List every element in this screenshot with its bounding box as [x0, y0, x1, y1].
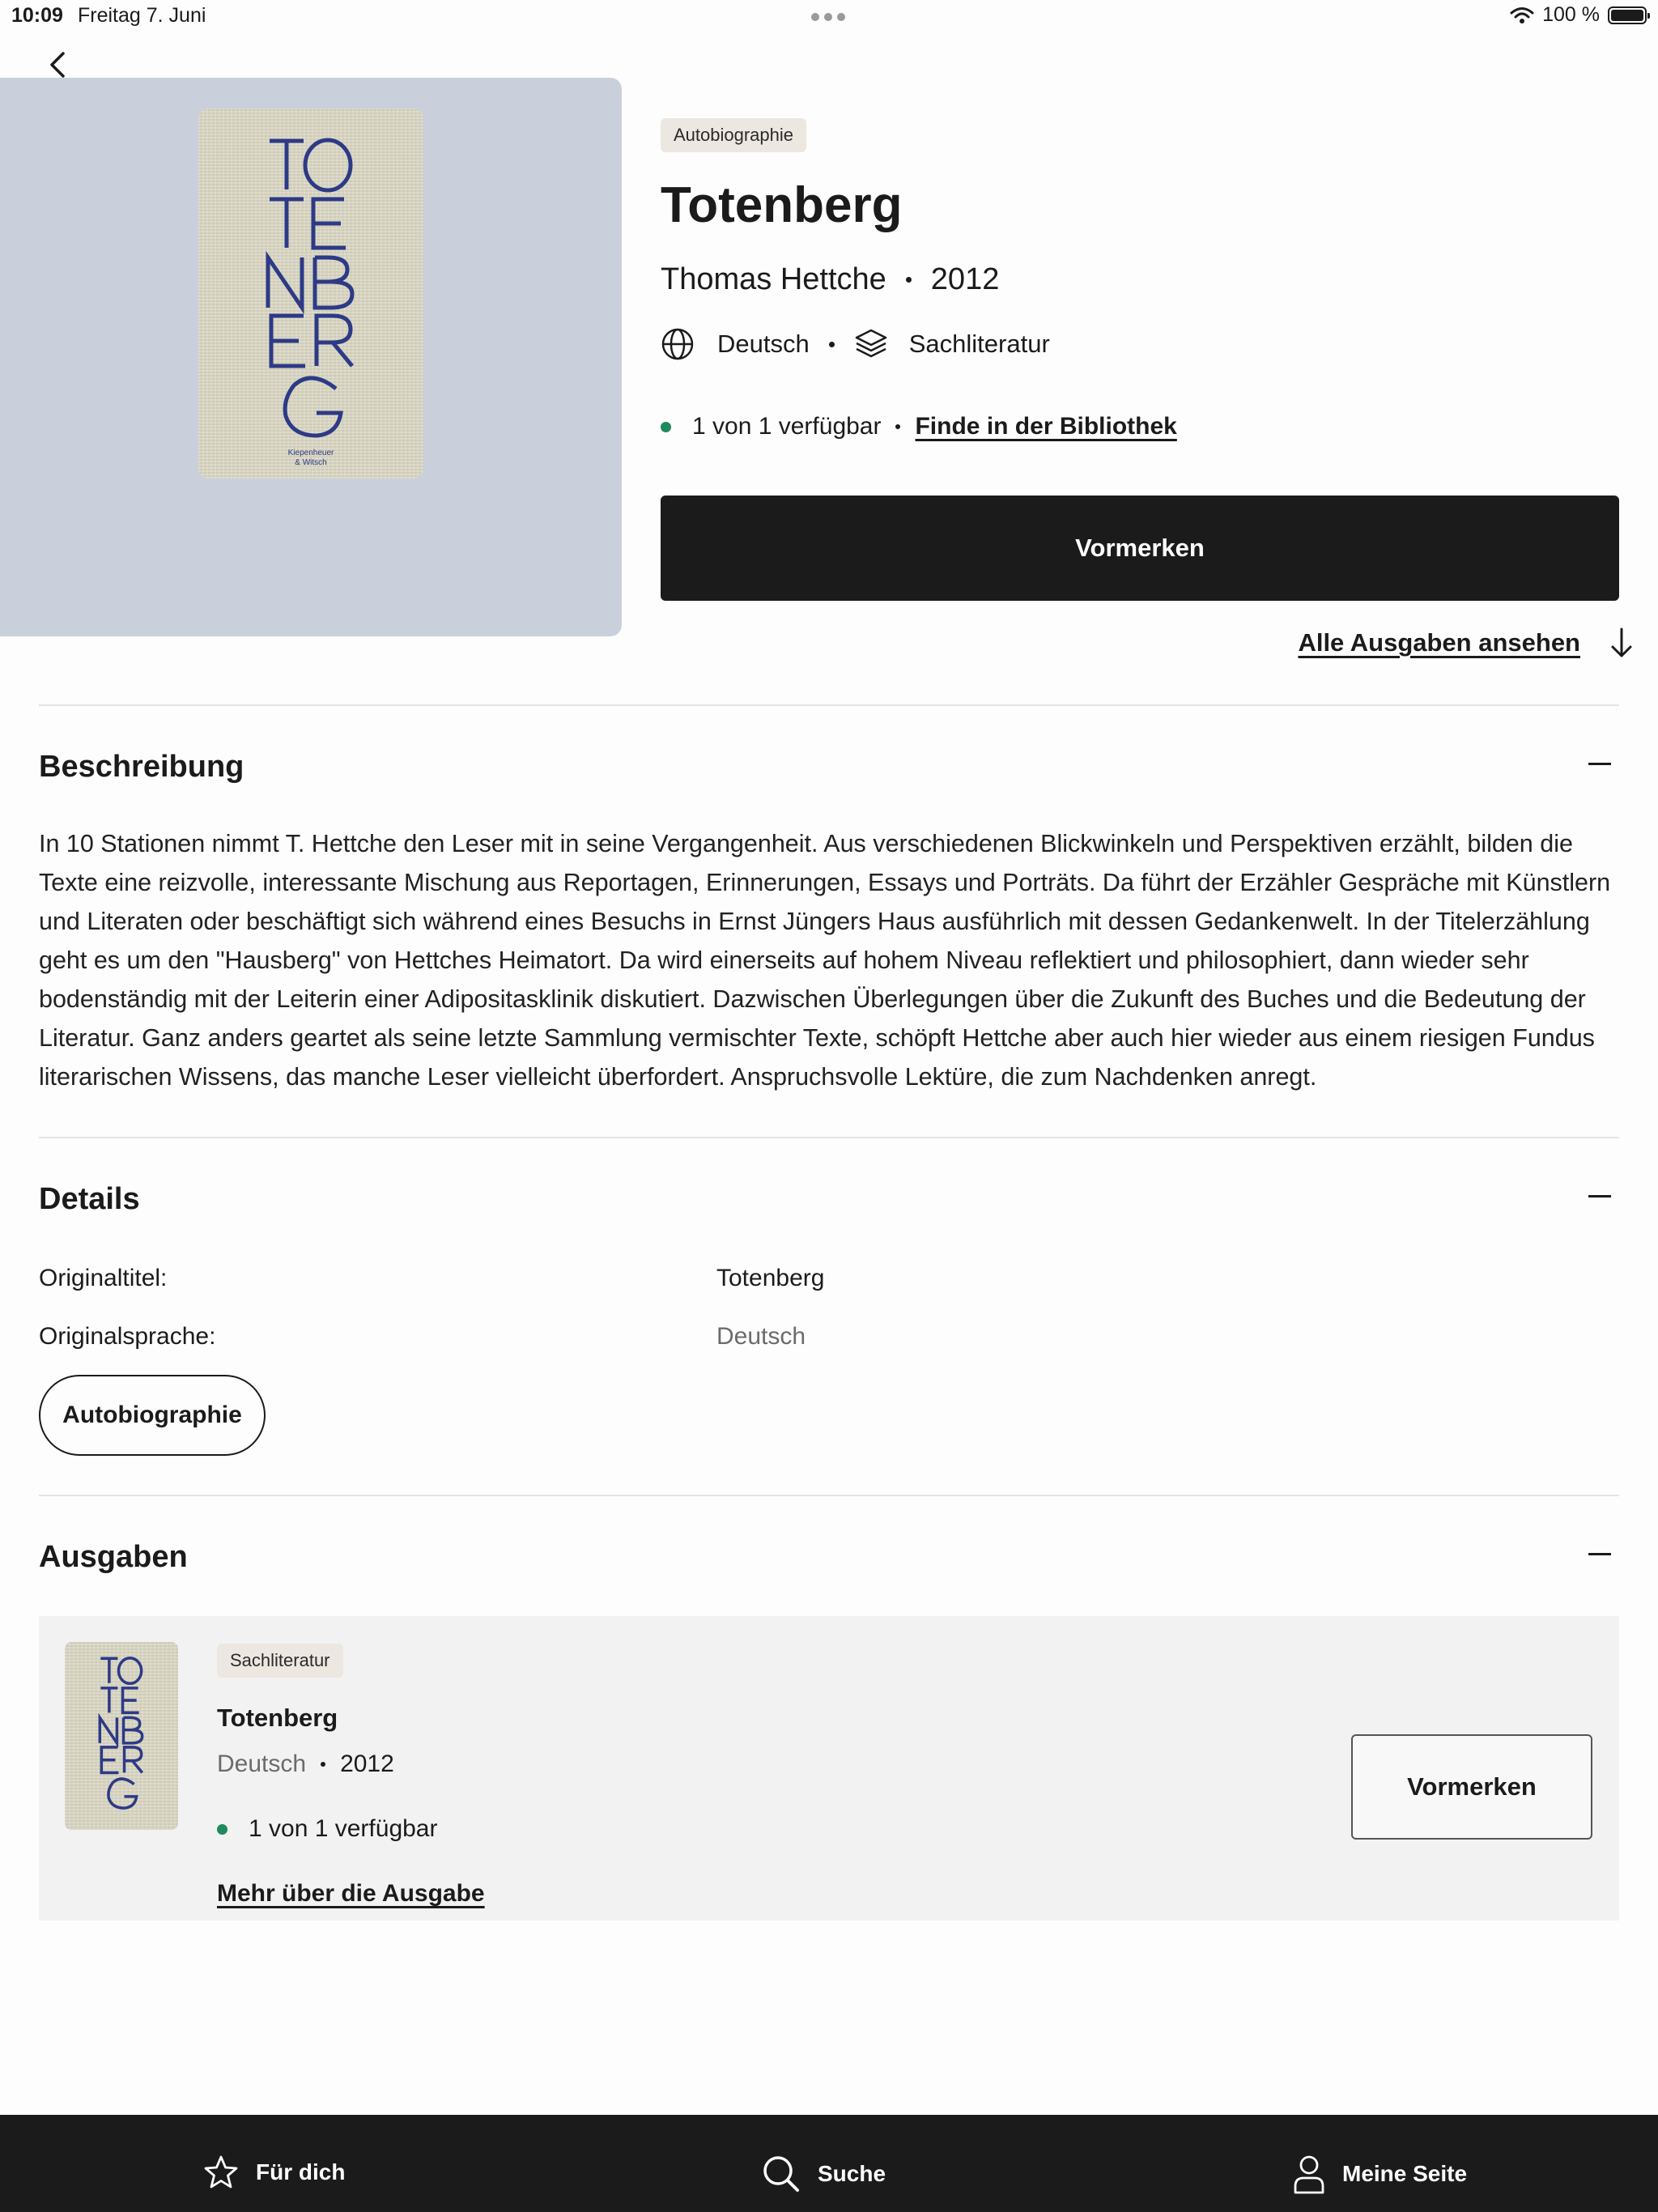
find-in-library-link[interactable]: Finde in der Bibliothek	[915, 413, 1177, 440]
separator-dot	[906, 277, 912, 283]
edition-meta	[217, 1750, 394, 1778]
tab-label: Meine Seite	[1342, 2161, 1468, 2186]
book-title: Totenberg	[661, 177, 903, 233]
author-name: Thomas Hettche	[661, 262, 886, 296]
original-title-value: Totenberg	[716, 1265, 825, 1291]
available-indicator	[661, 422, 671, 432]
status-bar	[0, 0, 1658, 32]
description-text: In 10 Stationen nimmt T. Hettche den Leser mit in seine Vergangenheit. Aus verschiedenen Blickwinkeln und Perspektiven erzählt, bilden die Texte eine reizvolle, interessante Mischung aus Reportagen, Erinnerungen, Essays und Porträts. Da führt der Erzähler Gespräche mit Künstlern und Literaten oder beschäftigt sich während eines Besuchs in Ernst Jüngers Haus ausführlich mit dessen Gedankenwelt. In der Titelerzählung geht es um den "Hausberg" von Hettches Heimatort. Da wird einerseits auf hohem Niveau reflektiert und philosophiert, dann wieder sehr bodenständig mit der Leiterin einer Adipositasklinik diskutiert. Dazwischen Überlegungen über die Zukunft des Buches und die Bedeutung der Literatur. Ganz anders geartet als seine letzte Sammlung vermischter Texte, schöpft Hettche aber auch hier wieder aus einem riesigen Fundus literarischen Wissens, das manche Leser vielleicht überfordert. Anspruchsvolle Lektüre, die zum Nachdenken anregt.	[39, 830, 1611, 1091]
star-icon	[202, 2154, 240, 2191]
book-cover-image	[198, 108, 423, 479]
layers-icon	[854, 327, 888, 361]
separator-dot	[829, 342, 835, 347]
tab-search[interactable]	[761, 2154, 886, 2194]
tab-bar	[0, 2115, 1658, 2212]
collapse-details-icon[interactable]	[1588, 1195, 1611, 1197]
search-icon	[761, 2154, 801, 2194]
availability-line	[661, 413, 1177, 440]
language-label: Deutsch	[717, 330, 810, 358]
divider	[39, 1495, 1619, 1496]
tab-label: Für dich	[256, 2159, 346, 2184]
reserve-button[interactable]: Vormerken	[661, 496, 1619, 601]
battery-percent: 100 %	[1542, 3, 1600, 26]
original-title-label: Originaltitel:	[39, 1265, 168, 1291]
tab-label: Suche	[818, 2161, 886, 2186]
edition-more-link[interactable]: Mehr über die Ausgabe	[217, 1880, 485, 1907]
details-heading: Details	[39, 1182, 140, 1216]
edition-language: Deutsch	[217, 1750, 307, 1777]
edition-availability-text: 1 von 1 verfügbar	[249, 1815, 438, 1842]
original-language-label: Originalsprache:	[39, 1323, 216, 1350]
svg-text:& Witsch: & Witsch	[295, 458, 327, 467]
person-icon	[1292, 2154, 1326, 2194]
description-heading: Beschreibung	[39, 750, 244, 784]
available-indicator	[217, 1824, 227, 1835]
editions-heading: Ausgaben	[39, 1540, 188, 1574]
edition-availability	[217, 1815, 437, 1843]
divider	[39, 704, 1619, 706]
globe-icon	[661, 327, 695, 361]
publication-year: 2012	[930, 262, 1000, 296]
genre-tag: Autobiographie	[661, 118, 806, 152]
collapse-description-icon[interactable]	[1588, 763, 1611, 765]
all-editions-link-row[interactable]	[1298, 627, 1634, 659]
edition-year: 2012	[340, 1750, 394, 1777]
status-date: Freitag 7. Juni	[78, 4, 206, 27]
edition-title: Totenberg	[217, 1704, 338, 1732]
tab-for-you[interactable]	[202, 2154, 345, 2191]
battery-icon	[1608, 6, 1647, 24]
divider	[39, 1137, 1619, 1138]
separator-dot	[895, 424, 900, 429]
all-editions-link[interactable]: Alle Ausgaben ansehen	[1298, 628, 1580, 657]
wifi-icon	[1510, 6, 1534, 24]
edition-reserve-button[interactable]: Vormerken	[1351, 1734, 1592, 1840]
category-label: Sachliteratur	[908, 330, 1050, 358]
availability-text: 1 von 1 verfügbar	[692, 413, 882, 440]
author-year-line	[661, 262, 999, 297]
original-language-value: Deutsch	[716, 1323, 806, 1350]
tab-my-page[interactable]	[1292, 2154, 1467, 2194]
subject-pill[interactable]: Autobiographie	[39, 1375, 266, 1456]
separator-dot	[321, 1762, 325, 1767]
meta-line	[661, 327, 1050, 361]
svg-text:Kiepenheuer: Kiepenheuer	[287, 449, 334, 457]
multitasking-dots-icon[interactable]	[811, 13, 845, 21]
arrow-down-icon	[1609, 627, 1634, 659]
status-right	[1510, 3, 1647, 27]
edition-tag: Sachliteratur	[217, 1644, 343, 1678]
back-chevron-icon[interactable]	[45, 50, 71, 79]
status-time: 10:09	[11, 4, 63, 27]
collapse-editions-icon[interactable]	[1588, 1553, 1611, 1555]
edition-cover-image	[65, 1642, 178, 1830]
